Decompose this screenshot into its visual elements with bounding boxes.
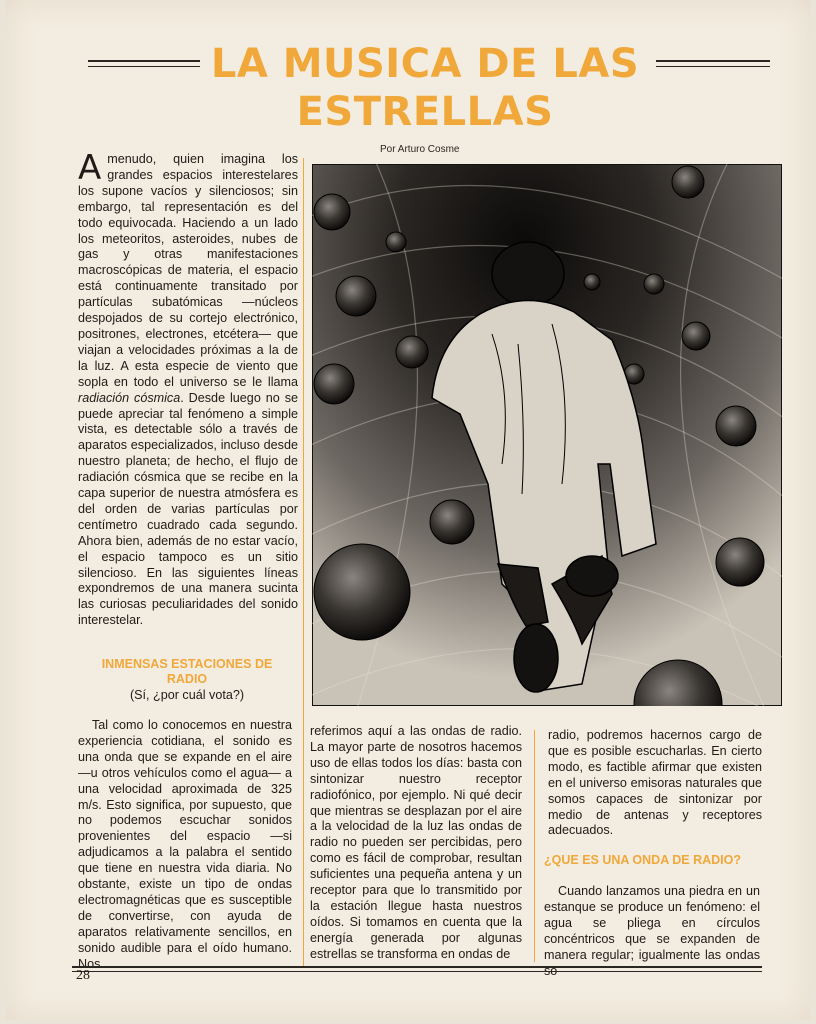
body-column-3b: Cuando lanzamos una piedra en un estanque se produce un fenómeno: el agua se pliega en círculos concéntricos que se expanden de manera regular; igualmente las ondas so- <box>544 884 760 978</box>
intro-paragraph <box>78 148 298 629</box>
drop-cap: A <box>78 148 102 188</box>
footer-rule <box>72 966 762 968</box>
footer-rule-thin <box>72 971 762 972</box>
section-subnote: (Sí, ¿por cuál vota?) <box>129 688 245 702</box>
page-number: 28 <box>76 968 90 983</box>
intro-text-2: . Desde luego no se puede apreciar tal fenómeno a simple vista, es detectable sólo a través de aparatos especializados, incluso desde nuestro planeta; de hecho, el flujo de radiación cósmica que se recibe en la capa superior de nuestra atmósfera es del orden de varias partículas por centímetro cuadrado cada segundo. Ahora bien, además de no estar vacío, el espacio tampoco es un sitio silencioso. En las siguientes líneas expondremos de una manera sucinta las curiosas peculiaridades del sonido interestelar. <box>78 390 298 628</box>
body-column-3: radio, podremos hacernos cargo de que es posible escucharlas. En cierto modo, es factible afirmar que existen en el universo emisoras naturales que somos capaces de sintonizar por medio de antenas y receptores adecuados. <box>548 728 762 838</box>
column-divider-1 <box>303 158 304 968</box>
section-heading-radio-wave: ¿QUE ES UNA ONDA DE RADIO? <box>544 853 741 867</box>
intro-italic: radiación cósmica <box>78 390 181 405</box>
body-column-2: referimos aquí a las ondas de radio. La mayor parte de nosotros hacemos uso de ellas todos los días: basta con sintonizar nuestro receptor radiofónico, por ejemplo. Ni qué decir que mientras se desplazan por el aire a la velocidad de la luz las ondas de radio no pueden ser percibidas, pero como es fácil de comprobar, resultan suficientes una pequeña antena y un receptor para que lo transmitido por la estación llegue hasta nuestros oídos. Si tomamos en cuenta que la energía generada por algunas estrellas se transforma en ondas de <box>310 724 522 961</box>
title-rule-right <box>656 60 770 67</box>
intro-text-1: menudo, quien imagina los grandes espacios interestelares los supone vacíos y silenciosos; sin embargo, tal representación es del todo equivocada. Haciendo a un lado los meteoritos, asteroides, nubes de gas y otras manifestaciones macroscópicas de materia, el espacio está continuamente transitado por partículas subatómicas —núcleos despojados de su cortejo electrónico, positrones, electrones, etcétera— que viajan a velocidades próximas a la de la luz. A esta especie de viento que sopla en todo el universo se le llama <box>78 152 298 389</box>
space-illustration <box>312 164 782 706</box>
byline: Por Arturo Cosme <box>380 144 460 155</box>
article-title: LA MUSICA DE LAS ESTRELLAS <box>210 41 640 135</box>
column-divider-2 <box>534 730 535 962</box>
body-column-1: Tal como lo conocemos en nuestra experiencia cotidiana, el sonido es una onda que se expande en el aire —u otros vehículos como el agua— a una velocidad aproximada de 325 m/s. Esto significa, por supuesto, que no podemos escuchar sonidos provenientes del espacio —si adjudicamos a la palabra el sentido que tiene en nuestra vida diaria. No obstante, existe un tipo de ondas electromagnéticas que es susceptible de convertirse, con ayuda de aparatos relativamente sencillos, en sonido audible para el oído humano. Nos <box>78 718 292 971</box>
section-heading-radio-stations: INMENSAS ESTACIONES DE RADIO <box>101 657 273 686</box>
